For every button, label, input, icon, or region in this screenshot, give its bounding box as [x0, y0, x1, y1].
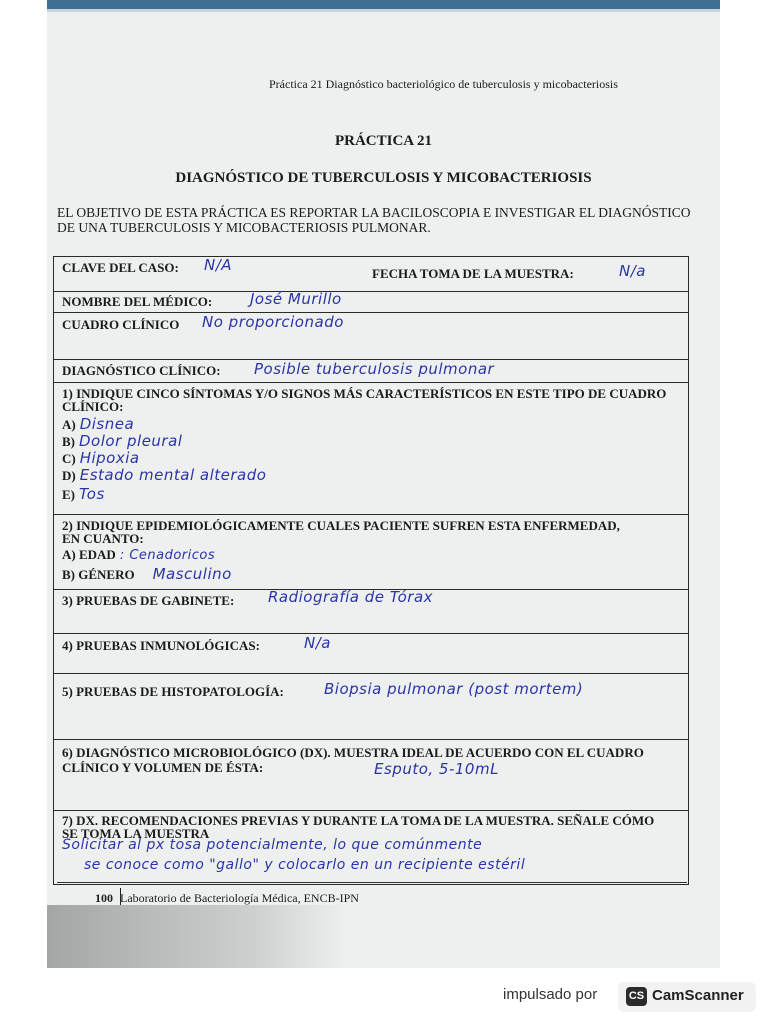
question-3-label: 3) PRUEBAS DE GABINETE:: [62, 593, 235, 608]
clinical-diagnosis-value: Posible tuberculosis pulmonar: [254, 360, 495, 378]
top-band: [47, 0, 720, 9]
question-5-label: 5) PRUEBAS DE HISTOPATOLOGÍA:: [62, 684, 284, 699]
case-key-row: [54, 257, 689, 292]
question-6-value: Esputo, 5-10mL: [374, 760, 499, 778]
question-2: 2) INDIQUE EPIDEMIOLÓGICAMENTE CUALES PACIENTE SUFREN ESTA ENFERMEDAD, EN CUANTO:: [62, 518, 620, 546]
clinical-diagnosis-label: DIAGNÓSTICO CLÍNICO:: [62, 363, 221, 378]
powered-by-text: impulsado por: [503, 986, 598, 1003]
histopathology-row: [54, 674, 689, 740]
question-6: 6) DIAGNÓSTICO MICROBIOLÓGICO (DX). MUESTRA IDEAL DE ACUERDO CON EL CUADRO CLÍNICO Y VOLUMEN DE ÉSTA:: [62, 745, 644, 775]
symptom-list: [62, 415, 266, 502]
footer-lab: Laboratorio de Bacteriología Médica, ENCB-IPN: [120, 891, 359, 905]
age-value: : Cenadoricos: [119, 548, 216, 563]
question-4-value: N/a: [304, 634, 331, 652]
lab-form-table: [53, 256, 689, 885]
practice-title: DIAGNÓSTICO DE TUBERCULOSIS Y MICOBACTERIOSIS: [175, 170, 592, 186]
symptom-d-value: Estado mental alterado: [79, 466, 267, 484]
doctor-label: NOMBRE DEL MÉDICO:: [62, 294, 213, 309]
question-4-label: 4) PRUEBAS INMUNOLÓGICAS:: [62, 638, 260, 653]
clinical-picture-label: CUADRO CLÍNICO: [62, 317, 180, 332]
immunology-row: [54, 634, 689, 674]
cabinet-tests-row: [54, 590, 689, 634]
running-title: Práctica 21 Diagnóstico bacteriológico de tuberculosis y micobacteriosis: [269, 77, 618, 91]
epidemiology-row: [54, 515, 689, 590]
question-3-value: Radiografía de Tórax: [268, 588, 434, 606]
practice-number: PRÁCTICA 21: [334, 133, 433, 149]
recommendations-row: [54, 811, 689, 885]
symptoms-row: [54, 383, 689, 515]
top-band-shadow: [47, 9, 720, 12]
symptom-b: B) Dolor pleural: [62, 432, 183, 450]
symptom-a-value: Disnea: [79, 415, 135, 433]
gender-value: Masculino: [152, 565, 232, 583]
clinical-picture-row: [54, 313, 689, 360]
age-line: [62, 546, 215, 564]
doctor-value: José Murillo: [250, 290, 342, 308]
symptom-c-value: Hipoxia: [79, 449, 140, 467]
question-5-value: Biopsia pulmonar (post mortem): [324, 680, 584, 698]
scanned-page: [47, 0, 720, 968]
symptom-d: D) Estado mental alterado: [62, 466, 267, 484]
gender-line: [62, 565, 232, 584]
hand-shadow: [47, 905, 347, 968]
question-7-answer-line-2: se conoce como "gallo" y colocarlo en un recipiente estéril: [84, 857, 526, 873]
question-7: 7) DX. RECOMENDACIONES PREVIAS Y DURANTE LA TOMA DE LA MUESTRA. SEÑALE CÓMO SE TOMA LA MUESTRA: [62, 813, 655, 841]
case-key-value: N/A: [204, 256, 233, 274]
age-label: A) EDAD: [62, 547, 116, 562]
clinical-picture-value: No proporcionado: [202, 313, 344, 331]
sample-date-value: N/a: [619, 262, 646, 280]
sample-date-label: FECHA TOMA DE LA MUESTRA:: [372, 266, 574, 281]
objective-text: EL OBJETIVO DE ESTA PRÁCTICA ES REPORTAR LA BACILOSCOPIA E INVESTIGAR EL DIAGNÓSTICO DE UNA TUBERCULOSIS Y MICOBACTERIOSIS PULMONAR.: [57, 205, 691, 235]
question-7-answer-line-1: Solicitar al px tosa potencialmente, lo que comúnmente: [62, 837, 483, 853]
symptom-a: A) Disnea: [62, 415, 135, 433]
symptom-e: E) Tos: [62, 485, 105, 503]
case-key-label: CLAVE DEL CASO:: [62, 260, 179, 275]
clinical-diagnosis-row: [54, 360, 689, 383]
question-1: 1) INDIQUE CINCO SÍNTOMAS Y/O SIGNOS MÁS CARACTERÍSTICOS EN ESTE TIPO DE CUADRO CLÍNICO:: [62, 386, 667, 414]
symptom-b-value: Dolor pleural: [79, 432, 183, 450]
symptom-e-value: Tos: [79, 485, 105, 503]
microbiology-row: [54, 740, 689, 811]
camscanner-name: CamScanner: [652, 987, 744, 1004]
page-number: 100: [95, 891, 113, 905]
symptom-c: C) Hipoxia: [62, 449, 140, 467]
page-footer: [95, 891, 359, 906]
camscanner-logo-icon: CS: [626, 987, 647, 1006]
footer-rule: [57, 882, 687, 883]
gender-label: B) GÉNERO: [62, 567, 135, 582]
doctor-row: [54, 292, 689, 313]
